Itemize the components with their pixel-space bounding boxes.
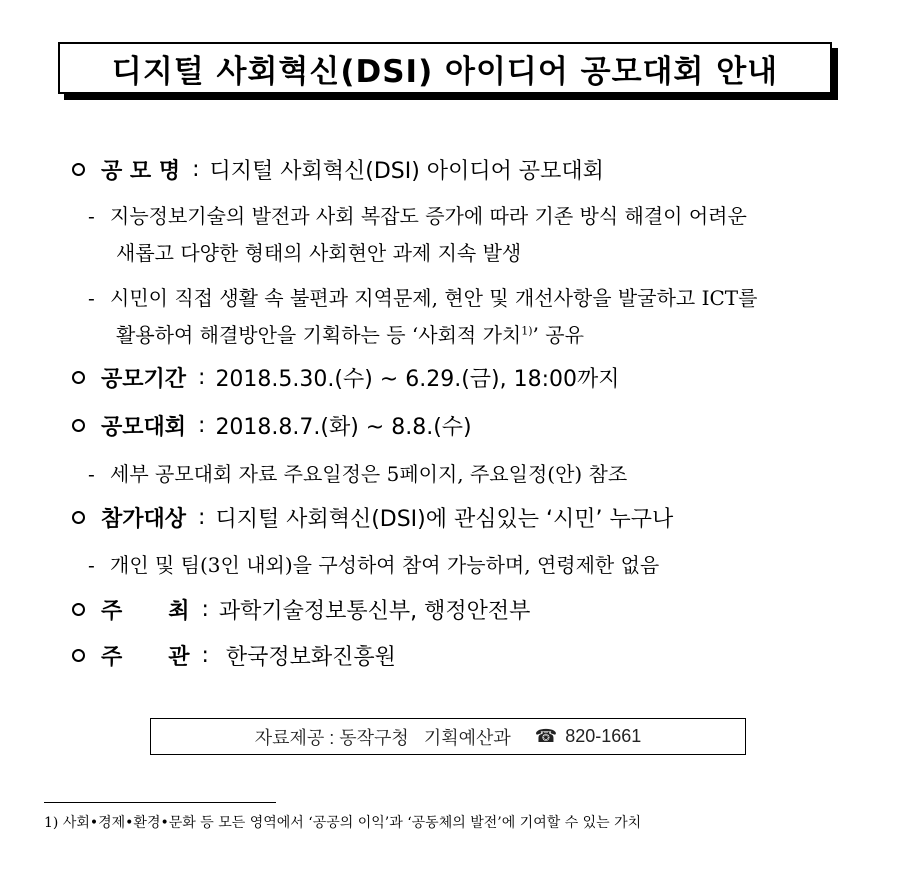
bullet-circle-icon [72,419,85,432]
item-name [72,154,604,185]
title-box [58,42,832,94]
item-label: 주 관 [101,645,190,670]
bullet-circle-icon [72,649,85,662]
item-value: 디지털 사회혁신(DSI)에 관심있는 ‘시민’ 누구나 [215,507,674,532]
sub-item-2 [88,282,757,311]
sub-item-4 [88,549,659,578]
item-value: 2018.5.30.(수) ~ 6.29.(금), 18:00까지 [215,367,620,392]
dash: - [88,286,95,310]
item-contest [72,410,472,441]
sub-item-3 [88,458,627,487]
footnote-divider [44,802,276,803]
colon: : [198,505,206,530]
sub-item-2-cont [116,319,584,348]
item-period [72,362,620,393]
page-title: 디지털 사회혁신(DSI) 아이디어 공모대회 안내 [111,53,779,90]
item-value: 디지털 사회혁신(DSI) 아이디어 공모대회 [209,159,604,184]
item-organizer [72,640,396,671]
item-label: 공모대회 [101,415,187,440]
sub-text: ’ 공유 [532,323,584,347]
sub-text: 세부 공모대회 자료 주요일정은 5페이지, 주요일정(안) 참조 [110,462,628,486]
sub-item-1-cont: 새롭고 다양한 형태의 사회현안 과제 지속 발생 [116,241,522,265]
dash: - [88,204,95,228]
source-text: 자료제공 : 동작구청 기획예산과 [254,727,511,748]
source-box [150,718,746,755]
phone-number: 820-1661 [565,726,642,746]
dash: - [88,553,95,577]
dash: - [88,462,95,486]
colon: : [198,413,206,438]
item-value: 2018.8.7.(화) ~ 8.8.(수) [215,415,472,440]
item-label: 주 최 [101,599,190,624]
colon: : [201,597,209,622]
sub-text: 활용하여 해결방안을 기획하는 등 ‘사회적 가치 [116,323,522,347]
colon: : [201,643,209,668]
item-label: 참가대상 [101,507,187,532]
sub-text: 개인 및 팀(3인 내외)을 구성하여 참여 가능하며, 연령제한 없음 [110,553,660,577]
sub-item-1 [88,200,747,229]
sub-text: 지능정보기술의 발전과 사회 복잡도 증가에 따라 기존 방식 해결이 어려운 [110,204,747,228]
colon: : [198,365,206,390]
footnote: 1) 사회•경제•환경•문화 등 모든 영역에서 ‘공공의 이익’과 ‘공동체의 발전’에 기여할 수 있는 가치 [44,815,642,831]
item-host [72,594,530,625]
bullet-circle-icon [72,511,85,524]
item-value: 과학기술정보통신부, 행정안전부 [218,599,531,624]
item-label: 공모기간 [101,367,187,392]
bullet-circle-icon [72,371,85,384]
bullet-circle-icon [72,163,85,176]
item-value: 한국정보화진흥원 [218,645,396,670]
sub-text: 시민이 직접 생활 속 불편과 지역문제, 현안 및 개선사항을 발굴하고 ICT를 [110,286,758,310]
bullet-circle-icon [72,603,85,616]
colon: : [192,157,200,182]
footnote-ref: 1) [521,324,533,338]
item-label: 공 모 명 [101,159,181,184]
item-target [72,502,673,533]
phone-icon: ☎ [534,726,558,746]
